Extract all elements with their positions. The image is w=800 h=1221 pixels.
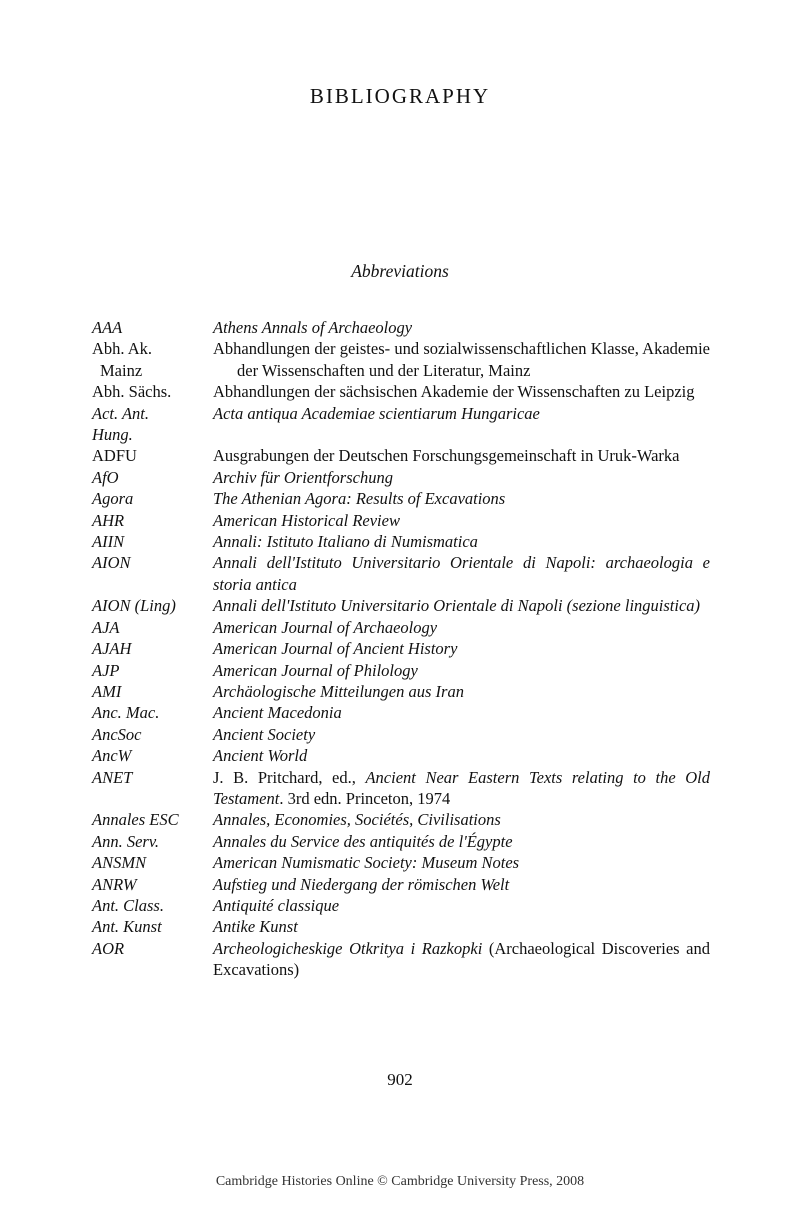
definition-segment: Ancient Society xyxy=(213,724,316,744)
abbreviation-entry xyxy=(92,916,710,937)
abbreviation-entry xyxy=(92,681,710,702)
abbreviation-definition xyxy=(213,467,710,488)
abbreviation-term xyxy=(92,317,213,338)
abbreviation-entry xyxy=(92,895,710,916)
definition-segment: Aufstieg und Niedergang der römischen Welt xyxy=(213,874,510,894)
abbreviation-definition xyxy=(213,916,710,937)
abbreviation-definition xyxy=(213,338,710,381)
abbreviation-term xyxy=(92,403,213,446)
definition-segment: American Journal of Ancient History xyxy=(213,639,458,659)
abbreviation-definition xyxy=(213,381,710,402)
abbreviation-definition xyxy=(213,681,710,702)
abbreviation-term-line: Abh. Ak. xyxy=(92,339,153,359)
abbreviation-definition xyxy=(213,767,710,810)
abbreviation-entry xyxy=(92,381,710,402)
definition-segment: Archiv für Orientforschung xyxy=(213,467,393,487)
definition-segment: Ancient Near Eastern Texts relating to the Old Testament xyxy=(213,767,710,808)
definition-segment: Annali dell'Istituto Universitario Orientale di Napoli (sezione linguistica) xyxy=(213,596,701,616)
abbreviation-term xyxy=(92,745,213,766)
definition-segment: Antike Kunst xyxy=(213,917,298,937)
abbreviation-entry xyxy=(92,467,710,488)
abbreviation-term-line: AION xyxy=(92,553,131,573)
abbreviation-definition xyxy=(213,445,710,466)
definition-segment: Ancient Macedonia xyxy=(213,703,342,723)
abbreviation-term xyxy=(92,638,213,659)
abbreviation-definition xyxy=(213,745,710,766)
abbreviation-term xyxy=(92,531,213,552)
definition-segment: Abhandlungen der geistes- und sozialwissenschaftlichen Klasse, Akademie der Wissenschaften und der Literatur, Mainz xyxy=(213,339,710,380)
abbreviation-entry xyxy=(92,852,710,873)
abbreviation-definition xyxy=(213,638,710,659)
definition-segment: Annali: Istituto Italiano di Numismatica xyxy=(213,532,478,552)
abbreviation-entry xyxy=(92,745,710,766)
abbreviation-term-line: Ant. Class. xyxy=(92,895,164,915)
abbreviation-term-line: AOR xyxy=(92,938,125,958)
abbreviation-term xyxy=(92,617,213,638)
abbreviation-entry xyxy=(92,445,710,466)
abbreviation-definition xyxy=(213,874,710,895)
abbreviation-term xyxy=(92,874,213,895)
abbreviation-term-line: AncSoc xyxy=(92,724,142,744)
abbreviation-entry xyxy=(92,874,710,895)
abbreviation-term-line: Mainz xyxy=(100,360,143,380)
definition-segment: (Archaeological Discoveries and Excavations) xyxy=(213,938,710,980)
abbreviation-definition xyxy=(213,510,710,531)
abbreviation-definition xyxy=(213,531,710,552)
abbreviation-entry xyxy=(92,724,710,745)
definition-segment: American Journal of Archaeology xyxy=(213,617,438,637)
abbreviation-term-line: AION (Ling) xyxy=(92,596,176,616)
abbreviation-term xyxy=(92,938,213,959)
abbreviation-term-line: AncW xyxy=(92,746,132,766)
abbreviation-entry xyxy=(92,338,710,381)
abbreviation-definition xyxy=(213,617,710,638)
abbreviation-term xyxy=(92,467,213,488)
abbreviation-definition xyxy=(213,403,710,424)
abbreviation-entry xyxy=(92,488,710,509)
abbreviation-term-line: ANSMN xyxy=(92,853,147,873)
definition-segment: American Numismatic Society: Museum Notes xyxy=(213,853,520,873)
abbreviation-term-line: AJP xyxy=(92,660,120,680)
abbreviation-term-line: AJAH xyxy=(92,639,132,659)
abbreviation-term xyxy=(92,895,213,916)
abbreviation-term-line: Ann. Serv. xyxy=(92,831,160,851)
definition-segment: Annales du Service des antiquités de l'Égypte xyxy=(213,831,513,851)
abbreviation-term-line: Anc. Mac. xyxy=(92,703,160,723)
definition-segment: Acta antiqua Academiae scientiarum Hungaricae xyxy=(213,403,540,423)
definition-segment: Annales, Economies, Sociétés, Civilisations xyxy=(213,810,501,830)
abbreviation-definition xyxy=(213,895,710,916)
abbreviation-entry xyxy=(92,403,710,446)
abbreviation-term-line: ADFU xyxy=(92,446,137,466)
abbreviation-definition xyxy=(213,702,710,723)
abbreviation-definition xyxy=(213,552,710,595)
abbreviation-definition xyxy=(213,317,710,338)
abbreviation-entry xyxy=(92,638,710,659)
abbreviation-definition xyxy=(213,809,710,830)
abbreviation-term-line: ANRW xyxy=(92,874,137,894)
abbreviation-term xyxy=(92,338,213,381)
definition-segment: Archeologicheskige Otkritya i Razkopki xyxy=(213,938,483,958)
abbreviation-definition xyxy=(213,831,710,852)
definition-segment: J. B. Pritchard, ed., xyxy=(213,767,366,787)
abbreviation-entry xyxy=(92,531,710,552)
definition-segment: Antiquité classique xyxy=(213,895,340,915)
abbreviation-entry xyxy=(92,317,710,338)
abbreviation-term-line: ANET xyxy=(92,767,133,787)
abbreviation-term-line: Hung. xyxy=(92,425,133,445)
abbreviation-entry xyxy=(92,552,710,595)
abbreviation-definition xyxy=(213,660,710,681)
definition-segment: Ancient World xyxy=(213,746,308,766)
abbreviation-term xyxy=(92,488,213,509)
definition-segment: American Journal of Philology xyxy=(213,660,418,680)
abbreviation-term-line: AMI xyxy=(92,681,122,701)
abbreviation-definition xyxy=(213,595,710,616)
abbreviation-term-line: Annales ESC xyxy=(92,810,179,830)
abbreviation-entry xyxy=(92,660,710,681)
abbreviation-term xyxy=(92,767,213,788)
abbreviation-definition xyxy=(213,852,710,873)
abbreviation-entry xyxy=(92,767,710,810)
definition-segment: Ausgrabungen der Deutschen Forschungsgemeinschaft in Uruk-Warka xyxy=(213,446,680,466)
definition-segment: The Athenian Agora: Results of Excavations xyxy=(213,489,506,509)
abbreviation-entry xyxy=(92,595,710,616)
abbreviation-term-line: AIIN xyxy=(92,532,125,552)
definition-segment: . 3rd edn. Princeton, 1974 xyxy=(279,788,451,808)
abbreviation-entry xyxy=(92,938,710,981)
page-number: 902 xyxy=(387,1070,413,1089)
abbreviation-term-line: Abh. Sächs. xyxy=(92,382,172,402)
abbreviations-list xyxy=(92,317,710,981)
abbreviation-term-line: AfO xyxy=(92,467,119,487)
abbreviation-definition xyxy=(213,488,710,509)
abbreviation-definition xyxy=(213,724,710,745)
abbreviation-term xyxy=(92,702,213,723)
abbreviation-term xyxy=(92,552,213,573)
abbreviation-term xyxy=(92,831,213,852)
abbreviation-term-line: Agora xyxy=(92,489,134,509)
definition-segment: Abhandlungen der sächsischen Akademie der Wissenschaften zu Leipzig xyxy=(213,382,695,402)
abbreviation-entry xyxy=(92,831,710,852)
definition-segment: Athens Annals of Archaeology xyxy=(213,318,413,337)
abbreviation-term xyxy=(92,510,213,531)
abbreviation-entry xyxy=(92,510,710,531)
abbreviation-term xyxy=(92,660,213,681)
abbreviation-term xyxy=(92,681,213,702)
abbreviation-term xyxy=(92,809,213,830)
abbreviation-term xyxy=(92,595,213,616)
abbreviation-term-line: AAA xyxy=(92,318,123,337)
definition-segment: Archäologische Mitteilungen aus Iran xyxy=(213,681,464,701)
abbreviation-entry xyxy=(92,617,710,638)
abbreviation-term-line: AJA xyxy=(92,617,120,637)
definition-segment: Annali dell'Istituto Universitario Orientale di Napoli: archaeologia e storia antica xyxy=(213,553,710,594)
abbreviation-term xyxy=(92,381,213,402)
abbreviation-term-line: Act. Ant. xyxy=(92,403,149,423)
abbreviation-entry xyxy=(92,809,710,830)
footer-copyright: Cambridge Histories Online © Cambridge University Press, 2008 xyxy=(215,1174,585,1189)
abbreviation-definition xyxy=(213,938,710,981)
abbreviation-term xyxy=(92,724,213,745)
definition-segment: American Historical Review xyxy=(213,510,400,530)
abbreviation-term-line: Ant. Kunst xyxy=(92,917,162,937)
section-title: Abbreviations xyxy=(351,261,449,281)
abbreviation-entry xyxy=(92,702,710,723)
page-title: BIBLIOGRAPHY xyxy=(309,84,491,108)
abbreviation-term-line: AHR xyxy=(92,510,125,530)
abbreviation-term xyxy=(92,852,213,873)
abbreviation-term xyxy=(92,445,213,466)
abbreviation-term xyxy=(92,916,213,937)
